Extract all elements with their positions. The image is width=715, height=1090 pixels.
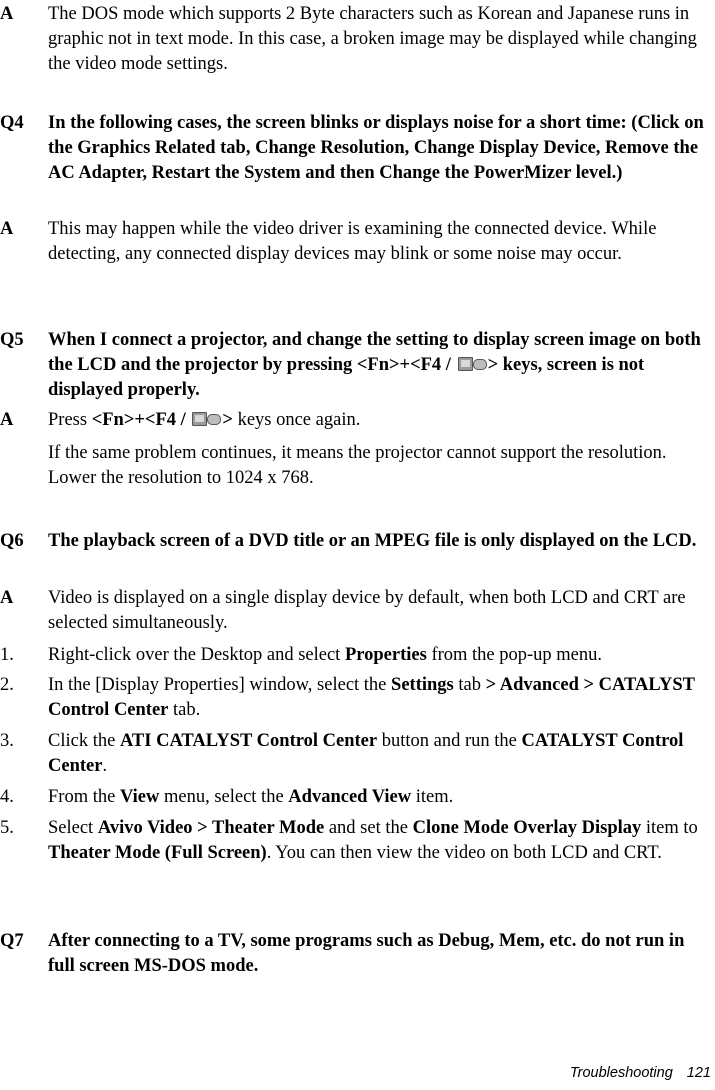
step-number: 4. bbox=[0, 787, 14, 807]
step-text-bold: Clone Mode Overlay Display bbox=[412, 818, 642, 838]
step-text-part: item. bbox=[411, 787, 454, 807]
step-text bbox=[48, 673, 712, 723]
answer-text: If the same problem continues, it means the projector cannot support the resolution. Lower the resolution to 1024 x 768. bbox=[48, 443, 667, 488]
step-text-part: In the [Display Properties] window, select the bbox=[48, 675, 392, 695]
step-number: 5. bbox=[0, 818, 14, 838]
answer-label: A bbox=[0, 588, 14, 608]
page-number: 121 bbox=[686, 1065, 711, 1081]
step-text-part: Click the bbox=[48, 731, 120, 751]
step-text-part: tab bbox=[453, 675, 486, 695]
step-text-bold: Advanced View bbox=[288, 787, 412, 807]
step-text-part: menu, select the bbox=[159, 787, 289, 807]
step-text bbox=[48, 785, 712, 810]
answer-label: A bbox=[0, 4, 14, 24]
step-text-part: . bbox=[102, 756, 108, 776]
answer-label: A bbox=[0, 219, 14, 239]
step-text-part: item to bbox=[641, 818, 698, 838]
step-text-bold: View bbox=[119, 787, 160, 807]
step-text bbox=[48, 643, 712, 668]
step-text-bold: CATALYST Control Center bbox=[48, 731, 684, 776]
step-text-part: tab. bbox=[168, 700, 201, 720]
step-text bbox=[48, 729, 712, 779]
question-text-start: When I connect a projector, and change the setting to display screen image on both the LCD and the projector by pressing <Fn>+<F4 / bbox=[48, 330, 701, 375]
question-label: Q5 bbox=[0, 330, 24, 350]
step-text-bold: Properties bbox=[344, 645, 427, 665]
step-text-bold: Settings bbox=[391, 675, 454, 695]
question-text: In the following cases, the screen blinks or displays noise for a short time: (Click on the Graphics Related tab, Change Resolution, Change Display Device, Remove the AC Adapter, Restart the System and then Change the PowerMizer level.) bbox=[48, 113, 704, 183]
answer-keys-start: <Fn>+<F4 / bbox=[91, 410, 191, 430]
question-text: After connecting to a TV, some programs such as Debug, Mem, etc. do not run in full screen MS-DOS mode. bbox=[48, 931, 685, 976]
step-text-part: . You can then view the video on both LCD and CRT. bbox=[266, 843, 662, 863]
display-switch-icon bbox=[457, 357, 487, 371]
question-text-end: > keys, screen is not displayed properly. bbox=[48, 355, 645, 400]
step-text-part: and set the bbox=[324, 818, 413, 838]
answer-tail: keys once again. bbox=[232, 410, 361, 430]
step-text-bold: > Advanced > CATALYST Control Center bbox=[48, 675, 695, 720]
answer-press: Press bbox=[48, 410, 92, 430]
step-text-part: button and run the bbox=[377, 731, 522, 751]
page-footer bbox=[570, 1064, 711, 1082]
step-number: 3. bbox=[0, 731, 14, 751]
answer-text: The DOS mode which supports 2 Byte characters such as Korean and Japanese runs in graphic not in text mode. In this case, a broken image may be displayed while changing the video mode settings. bbox=[48, 4, 697, 74]
question-text: The playback screen of a DVD title or an MPEG file is only displayed on the LCD. bbox=[48, 531, 697, 551]
question-text bbox=[48, 328, 712, 403]
step-text-part: Select bbox=[48, 818, 98, 838]
step-text bbox=[48, 816, 712, 866]
step-text-part: from the pop-up menu. bbox=[426, 645, 603, 665]
answer-text: This may happen while the video driver is examining the connected device. While detecting, any connected display devices may blink or some noise may occur. bbox=[48, 219, 657, 264]
display-switch-icon bbox=[191, 412, 221, 426]
step-text-bold: ATI CATALYST Control Center bbox=[119, 731, 378, 751]
step-text-bold: Theater Mode (Full Screen) bbox=[48, 843, 267, 863]
question-label: Q4 bbox=[0, 113, 24, 133]
answer-keys-end: > bbox=[222, 410, 233, 430]
question-label: Q6 bbox=[0, 531, 24, 551]
step-number: 2. bbox=[0, 675, 14, 695]
step-text-bold: Avivo Video > Theater Mode bbox=[97, 818, 325, 838]
answer-text bbox=[48, 408, 712, 433]
answer-label: A bbox=[0, 410, 14, 430]
step-text-part: Right-click over the Desktop and select bbox=[48, 645, 345, 665]
step-text-part: From the bbox=[48, 787, 120, 807]
answer-text: Video is displayed on a single display device by default, when both LCD and CRT are selected simultaneously. bbox=[48, 588, 686, 633]
section-title: Troubleshooting bbox=[569, 1065, 673, 1081]
question-label: Q7 bbox=[0, 931, 24, 951]
step-number: 1. bbox=[0, 645, 14, 665]
